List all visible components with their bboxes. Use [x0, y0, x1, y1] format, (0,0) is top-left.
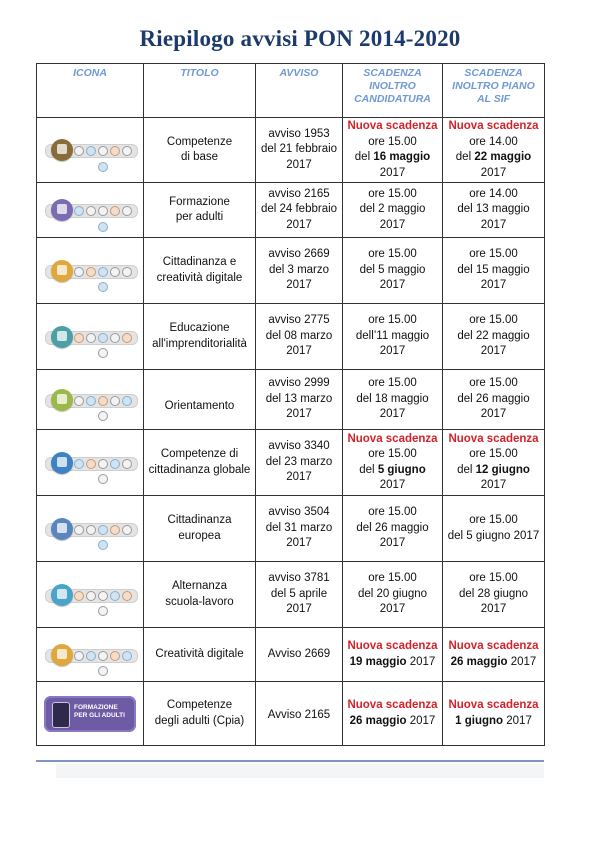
- titolo-cell: Competenze di base: [144, 118, 256, 183]
- table-row: [37, 304, 545, 370]
- page-title: Riepilogo avvisi PON 2014-2020: [139, 26, 461, 51]
- icon-cell: [37, 628, 144, 682]
- scadenza-sif-cell: ore 15.00 del 22 maggio 2017: [443, 304, 545, 370]
- scadenza-sif-cell: ore 15.00 del 15 maggio 2017: [443, 238, 545, 304]
- table-row: [37, 238, 545, 304]
- cittadinanza-globale-icon: [43, 452, 138, 474]
- cittadinanza-digitale-icon: [43, 260, 138, 282]
- icon-cell: [37, 682, 144, 746]
- table-row: [37, 118, 545, 183]
- icon-cell: [37, 183, 144, 238]
- titolo-cell: Alternanza scuola-lavoro: [144, 562, 256, 628]
- competenze-base-icon: [43, 139, 138, 161]
- avviso-cell: Avviso 2165: [256, 682, 343, 746]
- footer-divider: [36, 760, 544, 762]
- table-header-row: [37, 64, 545, 118]
- table-row: [37, 496, 545, 562]
- table-row: [37, 628, 545, 682]
- titolo-cell: Educazione all'imprenditorialità: [144, 304, 256, 370]
- icon-cell: [37, 496, 144, 562]
- formazione-adulti-icon: [43, 199, 138, 221]
- scadenza-candidatura-cell: ore 15.00 del 5 maggio 2017: [343, 238, 443, 304]
- titolo-cell: Creatività digitale: [144, 628, 256, 682]
- header-titolo: TITOLO: [144, 64, 256, 118]
- table-row: [37, 370, 545, 430]
- icon-cell: [37, 430, 144, 496]
- titolo-cell: Cittadinanza europea: [144, 496, 256, 562]
- scadenza-candidatura-cell: ore 15.00 dell’11 maggio 2017: [343, 304, 443, 370]
- header-scadenza-sif: SCADENZA INOLTRO PIANO AL SIF: [443, 64, 545, 118]
- scadenza-candidatura-cell: Nuova scadenza ore 15.00 del 16 maggio 2017: [343, 118, 443, 183]
- table-row: [37, 430, 545, 496]
- scadenza-sif-cell: Nuova scadenza ore 15.00 del 12 giugno 2017: [443, 430, 545, 496]
- scadenza-candidatura-cell: Nuova scadenza ore 15.00 del 5 giugno 2017: [343, 430, 443, 496]
- icon-cell: [37, 562, 144, 628]
- tablet-icon: [52, 702, 70, 728]
- scadenza-candidatura-cell: ore 15.00 del 18 maggio 2017: [343, 370, 443, 430]
- icon-cell: [37, 238, 144, 304]
- scadenza-sif-cell: ore 15.00 del 26 maggio 2017: [443, 370, 545, 430]
- icon-cell: [37, 370, 144, 430]
- scadenza-candidatura-cell: ore 15.00 del 2 maggio 2017: [343, 183, 443, 238]
- formazione-adulti-badge-icon: FORMAZIONE PER GLI ADULTI: [44, 696, 136, 732]
- titolo-cell: Cittadinanza e creatività digitale: [144, 238, 256, 304]
- table-row: [37, 562, 545, 628]
- scadenza-candidatura-cell: ore 15.00 del 20 giugno 2017: [343, 562, 443, 628]
- avviso-cell: avviso 2999 del 13 marzo 2017: [256, 370, 343, 430]
- avviso-cell: Avviso 2669: [256, 628, 343, 682]
- scadenza-candidatura-cell: Nuova scadenza 19 maggio 2017: [343, 628, 443, 682]
- imprenditorialita-icon: [43, 326, 138, 348]
- orientamento-icon: [43, 389, 138, 411]
- scadenza-sif-cell: ore 15.00 del 28 giugno 2017: [443, 562, 545, 628]
- scadenza-sif-cell: Nuova scadenza 26 maggio 2017: [443, 628, 545, 682]
- avviso-cell: avviso 1953 del 21 febbraio 2017: [256, 118, 343, 183]
- header-scadenza-candidatura: SCADENZA INOLTRO CANDIDATURA: [343, 64, 443, 118]
- table-row: [37, 682, 545, 746]
- header-avviso: AVVISO: [256, 64, 343, 118]
- avviso-cell: avviso 3781 del 5 aprile 2017: [256, 562, 343, 628]
- header-icona: ICONA: [37, 64, 144, 118]
- scadenza-sif-cell: Nuova scadenza ore 14.00 del 22 maggio 2017: [443, 118, 545, 183]
- avviso-cell: avviso 3340 del 23 marzo 2017: [256, 430, 343, 496]
- scadenza-candidatura-cell: ore 15.00 del 26 maggio 2017: [343, 496, 443, 562]
- avviso-cell: avviso 2669 del 3 marzo 2017: [256, 238, 343, 304]
- titolo-cell: Competenze degli adulti (Cpia): [144, 682, 256, 746]
- scadenza-sif-cell: ore 15.00 del 5 giugno 2017: [443, 496, 545, 562]
- table-row: [37, 183, 545, 238]
- icon-cell: [37, 118, 144, 183]
- creativita-digitale-icon: [43, 644, 138, 666]
- footer-band: [56, 764, 544, 778]
- cittadinanza-europea-icon: [43, 518, 138, 540]
- avviso-cell: avviso 3504 del 31 marzo 2017: [256, 496, 343, 562]
- titolo-cell: Orientamento: [144, 370, 256, 430]
- titolo-cell: Competenze di cittadinanza globale: [144, 430, 256, 496]
- alternanza-scuola-lavoro-icon: [43, 584, 138, 606]
- pon-summary-table: [36, 63, 545, 746]
- scadenza-sif-cell: Nuova scadenza 1 giugno 2017: [443, 682, 545, 746]
- icon-cell: [37, 304, 144, 370]
- scadenza-candidatura-cell: Nuova scadenza 26 maggio 2017: [343, 682, 443, 746]
- scadenza-sif-cell: ore 14.00 del 13 maggio 2017: [443, 183, 545, 238]
- titolo-cell: Formazione per adulti: [144, 183, 256, 238]
- avviso-cell: avviso 2775 del 08 marzo 2017: [256, 304, 343, 370]
- avviso-cell: avviso 2165 del 24 febbraio 2017: [256, 183, 343, 238]
